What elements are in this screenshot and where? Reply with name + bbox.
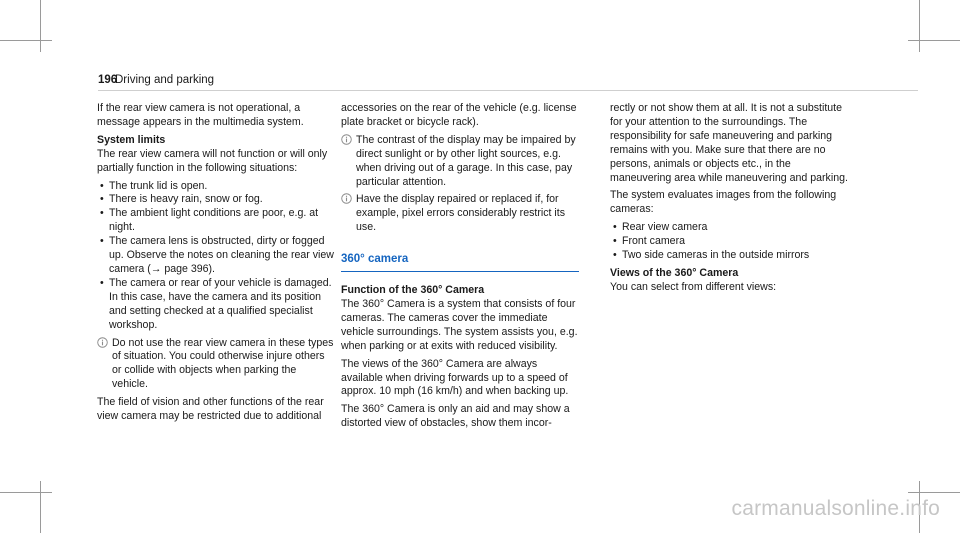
- info-note: [341, 193, 579, 235]
- crop-mark: [908, 492, 960, 493]
- column-3: [610, 102, 848, 299]
- list-item: • The camera lens is obstructed, dirty or fogged up. Observe the notes on cleaning the rear view camera (→ page 396).: [97, 235, 335, 277]
- info-note: [341, 134, 579, 190]
- limits-list: [97, 180, 335, 333]
- info-icon: [97, 337, 108, 348]
- page-number: 196: [98, 74, 118, 86]
- intro-paragraph: If the rear view camera is not operational, a message appears in the multimedia system.: [97, 102, 304, 128]
- closing-paragraph: The field of vision and other functions of the rear view camera may be restricted due to additional: [97, 396, 324, 423]
- crop-mark: [0, 492, 52, 493]
- accessories-paragraph: accessories on the rear of the vehicle (e.g. license plate bracket or bicycle rack).: [341, 102, 577, 128]
- note-text: The contrast of the display may be impaired by direct sunlight or by other light sources, e.g. when driving out of a garage. In this case, pay particular attention.: [356, 133, 576, 188]
- cameras-paragraph: The system evaluates images from the following cameras:: [610, 189, 837, 216]
- system-limits-heading: System limits: [97, 133, 166, 146]
- info-icon: [341, 134, 352, 145]
- list-item: • Front camera: [610, 235, 848, 249]
- section-title: Driving and parking: [115, 74, 215, 86]
- list-item: • There is heavy rain, snow or fog.: [97, 193, 335, 207]
- cameras-list: [610, 221, 848, 263]
- function-heading: Function of the 360° Camera: [341, 284, 485, 297]
- watermark: carmanualsonline.info: [731, 497, 940, 520]
- note-text: Have the display repaired or replaced if, for example, pixel errors considerably restrict its use.: [356, 193, 566, 234]
- crop-mark: [40, 481, 41, 533]
- views-availability-paragraph: The views of the 360° Camera are always available when driving forwards up to a speed of approx. 10 mph (16 km/h) and when backing up.: [341, 357, 569, 398]
- limits-paragraph: The rear view camera will not function or will only partially function in the following situations:: [97, 147, 328, 174]
- list-item: • The trunk lid is open.: [97, 180, 335, 194]
- page-header: [0, 0, 960, 100]
- list-item: • Rear view camera: [610, 221, 848, 235]
- views-heading: Views of the 360° Camera: [610, 266, 739, 279]
- header-divider: [98, 90, 918, 91]
- views-paragraph: You can select from different views:: [610, 280, 777, 293]
- list-item: • The ambient light conditions are poor, e.g. at night.: [97, 207, 335, 235]
- column-2: [341, 102, 579, 435]
- note-text: Do not use the rear view camera in these types of situation. You could otherwise injure others or collide with objects when parking the vehicle.: [112, 336, 334, 391]
- list-item: • Two side cameras in the outside mirrors: [610, 249, 848, 263]
- function-paragraph: The 360° Camera is a system that consists of four cameras. The cameras cover the immediate vehicle surroundings. The system assists you, e.g. when parking or at exits with reduced visibility.: [341, 297, 578, 352]
- info-icon: [341, 193, 352, 204]
- column-1: [97, 102, 335, 428]
- list-item: • The camera or rear of your vehicle is damaged. In this case, have the camera and its position and setting checked at a qualified specialist workshop.: [97, 277, 335, 333]
- responsibility-paragraph: rectly or not show them at all. It is not a substitute for your attention to the surroundings. The responsibility for safe maneuvering and parking remains with you. Make sure that there are no persons, animals or objects etc., in the maneuvering area while maneuvering and parking.: [610, 102, 848, 184]
- section-heading-360-camera: 360° camera: [341, 253, 579, 272]
- aid-paragraph: The 360° Camera is only an aid and may show a distorted view of obstacles, show them incor-: [341, 403, 570, 430]
- info-note: [97, 337, 335, 393]
